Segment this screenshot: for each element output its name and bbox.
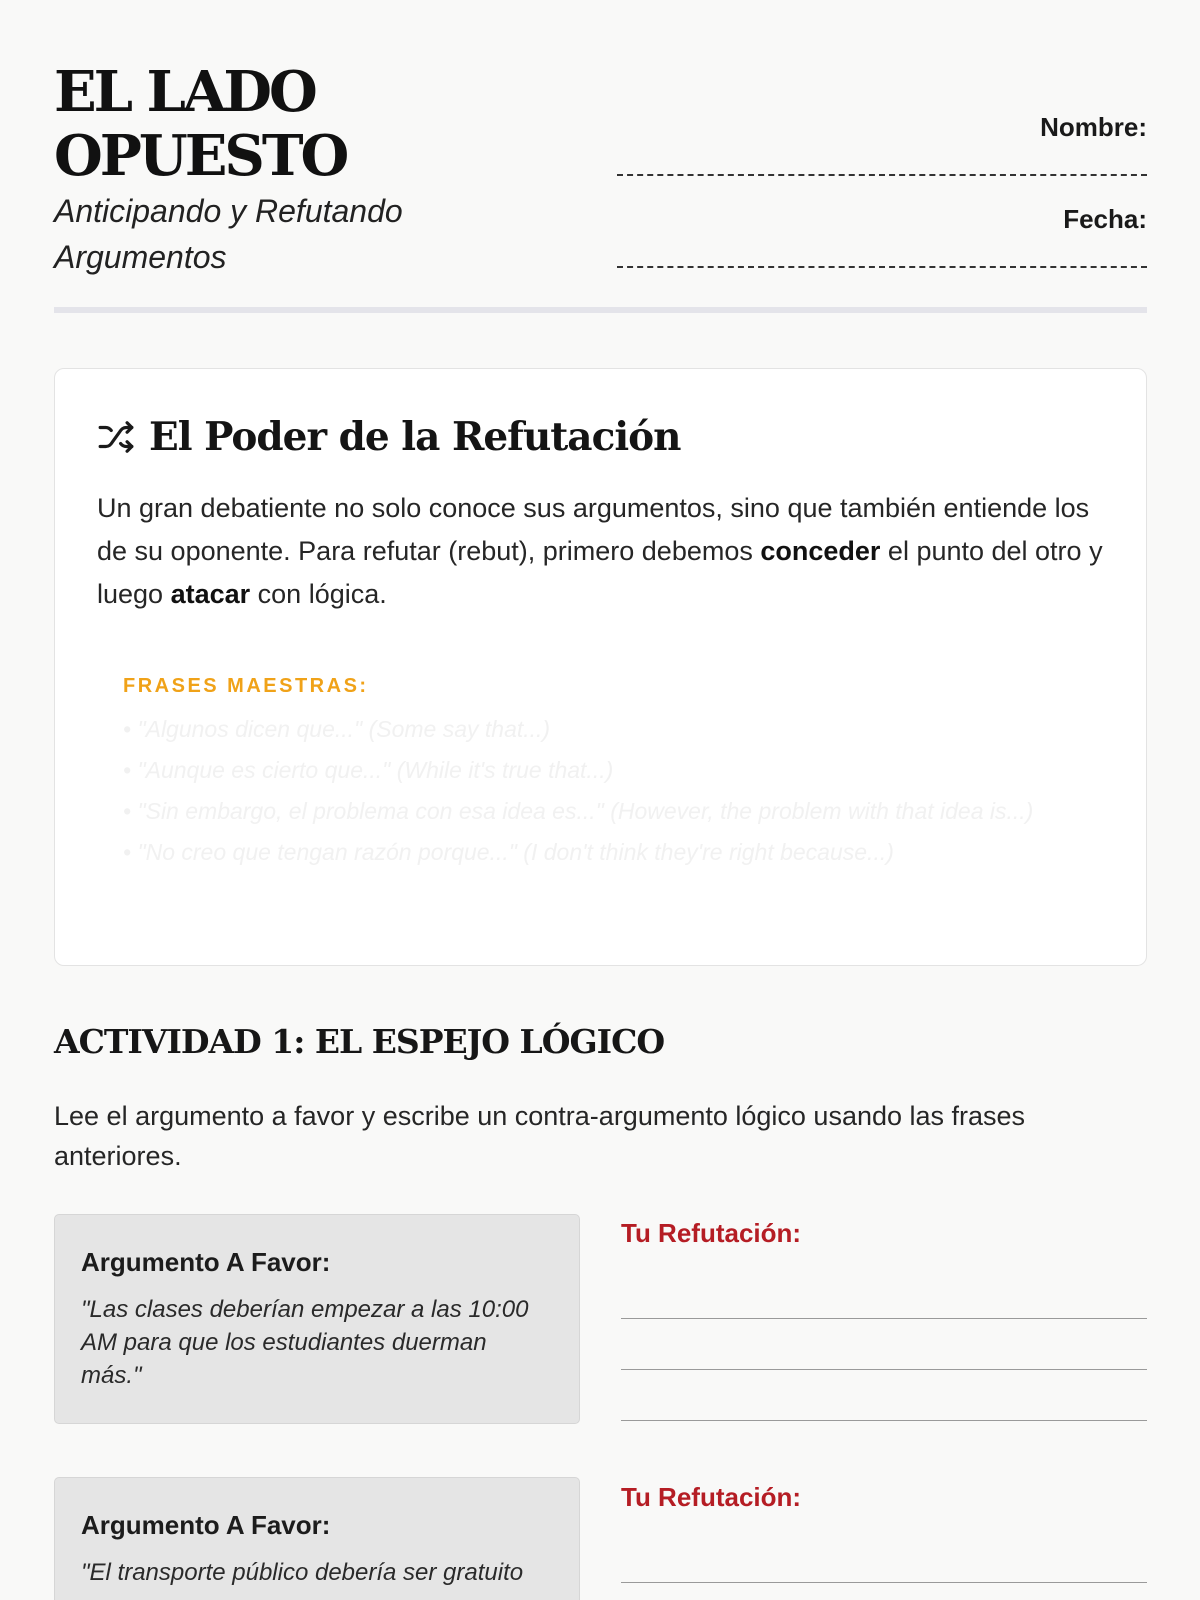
intro-bold-concede: conceder — [760, 536, 881, 566]
worksheet-title: EL LADO OPUESTO — [54, 59, 347, 189]
rebuttal-area — [621, 1482, 1147, 1583]
activity-title: ACTIVIDAD 1: EL ESPEJO LÓGICO — [54, 1022, 665, 1061]
phrase-item: • "Algunos dicen que..." (Some say that...) — [123, 716, 551, 742]
argument-text: "El transporte público debería ser gratuito — [81, 1559, 524, 1586]
activity-instructions: Lee el argumento a favor y escribe un contra-argumento lógico usando las frases anteriores. — [54, 1101, 1026, 1171]
intro-card-title: El Poder de la Refutación — [149, 414, 681, 460]
student-info — [617, 110, 1147, 294]
worksheet-page — [54, 0, 1147, 1600]
name-label: Nombre: — [1040, 112, 1147, 142]
writing-line[interactable] — [621, 1318, 1147, 1319]
intro-card-header — [97, 413, 681, 461]
phrase-item: • "Sin embargo, el problema con esa idea es..." (However, the problem with that idea is...) — [123, 798, 1034, 824]
worksheet-header — [54, 58, 1147, 308]
rebuttal-area — [621, 1218, 1147, 1421]
argument-label: Argumento A Favor: — [81, 1510, 331, 1540]
intro-text-part: el punto del otro y luego — [97, 536, 1103, 609]
shuffle-icon — [97, 418, 135, 456]
phrase-item: • "Aunque es cierto que..." (While it's true that...) — [123, 757, 614, 783]
argument-label: Argumento A Favor: — [81, 1247, 331, 1277]
intro-text-part: Un gran debatiente no solo conoce sus argumentos, sino que también entiende los de su oponente. Para refutar (rebut), primero debemos — [97, 493, 1090, 566]
header-divider — [54, 307, 1147, 313]
intro-card — [54, 368, 1147, 966]
rebuttal-label: Tu Refutación: — [621, 1218, 802, 1248]
writing-line[interactable] — [621, 1369, 1147, 1370]
argument-box — [54, 1477, 580, 1600]
writing-line[interactable] — [621, 1582, 1147, 1583]
argument-text: "Las clases deberían empezar a las 10:00 AM para que los estudiantes duerman más." — [81, 1296, 529, 1389]
phrase-item: • "No creo que tengan razón porque..." (I don't think they're right because...) — [123, 839, 894, 865]
worksheet-subtitle: Anticipando y Refutando Argumentos — [54, 193, 403, 275]
date-label: Fecha: — [1063, 204, 1147, 234]
phrases-list — [123, 713, 1043, 877]
writing-line[interactable] — [621, 1420, 1147, 1421]
date-field[interactable] — [617, 240, 1147, 268]
intro-text-part: con lógica. — [250, 579, 387, 609]
intro-bold-attack: atacar — [170, 579, 251, 609]
argument-box — [54, 1214, 580, 1424]
rebuttal-label: Tu Refutación: — [621, 1482, 802, 1512]
name-field[interactable] — [617, 148, 1147, 176]
intro-paragraph — [97, 487, 1107, 616]
phrases-label: FRASES MAESTRAS: — [123, 675, 369, 697]
